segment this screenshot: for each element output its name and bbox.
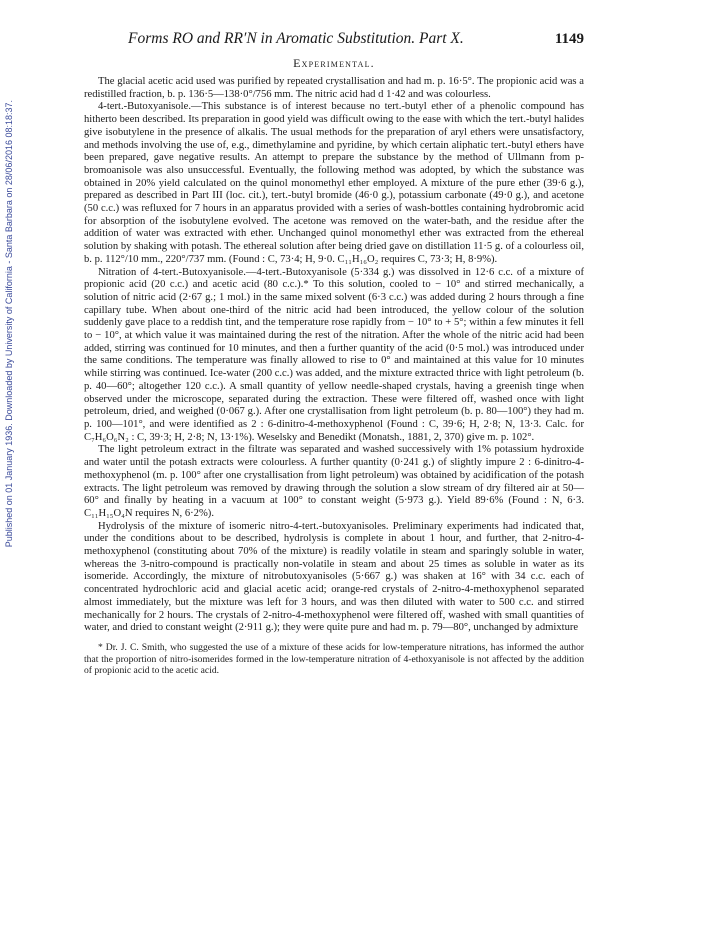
page-number: 1149 [554, 31, 584, 47]
section-heading: Experimental. [293, 56, 375, 70]
paragraph: 4-tert.-Butoxyanisole.—This substance is of interest because no tert.-butyl ether of a phenolic compound has hitherto been described. Its preparation in good yield was difficult owing to the ease with which the tert.-butyl halides give isobutylene in the presence of alkalis. The usual methods for the preparation of aryl ethers were unsatisfactory, and methods involving the use of, e.g., dimethylamine and pyridine, by which certain aliphatic tert.-butyl ethers have been prepared, gave negative results. An attempt to prepare the substance by the method of Ullmann from p-bromoanisole was also unsuccessful. Eventually, the following method was adopted, by which the substance was obtained in 20% yield calculated on the quinol monomethyl ether employed. A mixture of the pure ether (39·6 g.), prepared as described in Part III (loc. cit.), tert.-butyl bromide (46·0 g.), potassium carbonate (49·0 g.), and acetone (50 c.c.) was refluxed for 7 hours in an apparatus provided with a series of wash-bottles containing hydrobromic acid for absorption of the isobutylene evolved. The acetone was removed on the water-bath, and the residue after the addition of water was extracted with ether. Unchanged quinol monomethyl ether was extracted from the ethereal solution by shaking with potash. The ethereal solution after being dried gave on distillation 11·5 g. of a colourless oil, b. p. 112°/10 mm., 220°/737 mm. (Found : C, 73·4; H, 9·0. C₁₁H₁₆O₂ requires C, 73·3; H, 8·9%). [84, 101, 584, 265]
body-text [84, 76, 584, 635]
running-head [128, 30, 584, 56]
paragraph: Nitration of 4-tert.-Butoxyanisole.—4-tert.-Butoxyanisole (5·334 g.) was dissolved in 12·6 c.c. of a mixture of propionic acid (20 c.c.) and acetic acid (80 c.c.).* To this solution, cooled to − 10° and stirred mechanically, a solution of nitric acid (2·67 g.; 1 mol.) in the same mixed solvent (6·3 c.c.) was added during 2 hours through a fine capillary tube. When about one-third of the nitric acid had been introduced, the yellow colour of the solution suddenly gave place to a reddish tint, and the temperature rose rapidly from − 10° to + 5°; within a few minutes it fell to − 10°, at which value it was maintained during the rest of the nitration. After the whole of the nitric acid had been added, stirring was continued for 10 minutes, and then a further quantity of the acid (0·5 mol.) was introduced under the same conditions. The temperature was finally allowed to rise to 0° and maintained at this value for 10 minutes while stirring was continued. Ice-water (200 c.c.) was added, and the mixture extracted thrice with light petroleum (b. p. 40—60°; altogether 120 c.c.). A small quantity of yellow needle-shaped crystals, having a greenish tinge when observed under the microscope, separated during the extraction. These were filtered off, washed once with light petroleum, dried, and weighed (0·067 g.). After one crystallisation from light petroleum (b. p. 80—100°) they had m. p. 100—101°, and were identified as 2 : 6-dinitro-4-methoxyphenol (Found : C, 39·6; H, 2·8; N, 13·3. Calc. for C₇H₆O₆N₂ : C, 39·3; H, 2·8; N, 13·1%). Weselsky and Benedikt (Monatsh., 1881, 2, 370) give m. p. 102°. [84, 266, 584, 443]
running-head-title: Forms RO and RR′N in Aromatic Substitution. Part X. [128, 30, 464, 47]
paragraph: The glacial acetic acid used was purified by repeated crystallisation and had m. p. 16·5°. The propionic acid was a redistilled fraction, b. p. 136·5—138·0°/756 mm. The nitric acid had d 1·42 and was colourless. [84, 76, 584, 100]
footnote: * Dr. J. C. Smith, who suggested the use of a mixture of these acids for low-temperature nitrations, has informed the author that the proportion of nitro-isomerides formed in the low-temperature nitration of 4-ethoxyanisole is not affected by the addition of propionic acid to the acetic acid. [84, 641, 584, 677]
side-note-text: Published on 01 January 1936. Downloaded by University of California - Santa Barbara on 28/06/2016 08:18:37. [4, 100, 14, 548]
paragraph: The light petroleum extract in the filtrate was separated and washed successively with 1% potassium hydroxide and water until the potash extracts were colourless. A further quantity (0·241 g.) of slightly impure 2 : 6-dinitro-4-methoxyphenol (m. p. 100° after one crystallisation from light petroleum) was obtained by acidification of the potash extracts. The light petroleum was removed by drawing through the solution a slow stream of dry filtered air at 50—60° and finally by heating in a vacuum at 100° to constant weight (5·973 g.). Yield 89·6% (Found : N, 6·3. C₁₁H₁₅O₄N requires N, 6·2%). [84, 444, 584, 519]
publication-side-note [4, 100, 18, 720]
paragraph: Hydrolysis of the mixture of isomeric nitro-4-tert.-butoxyanisoles. Preliminary experiments had indicated that, under the conditions about to be described, hydrolysis is complete in about 1 hour, and further, that 2-nitro-4-methoxyphenol (constituting about 70% of the mixture) is readily volatile in steam and sparingly soluble in water, whereas the 3-nitro-compound is practically non-volatile in steam and about 25 times as soluble in water as its isomeride. Accordingly, the mixture of nitrobutoxyanisoles (5·667 g.) was shaken at 16° with 34 c.c. each of concentrated hydrochloric acid and glacial acetic acid; orange-red crystals of 2-nitro-4-methoxyphenol separated almost immediately, but the mixture was left for 3 hours, and was then diluted with water to 500 c.c. and stirred mechanically for 2 hours. The crystals of 2-nitro-4-methoxyphenol were filtered off, washed with small quantities of water, and dried to constant weight (2·911 g.); they were quite pure and had m. p. 79—80°, unchanged by admixture [84, 520, 584, 634]
paper-page [84, 30, 584, 677]
